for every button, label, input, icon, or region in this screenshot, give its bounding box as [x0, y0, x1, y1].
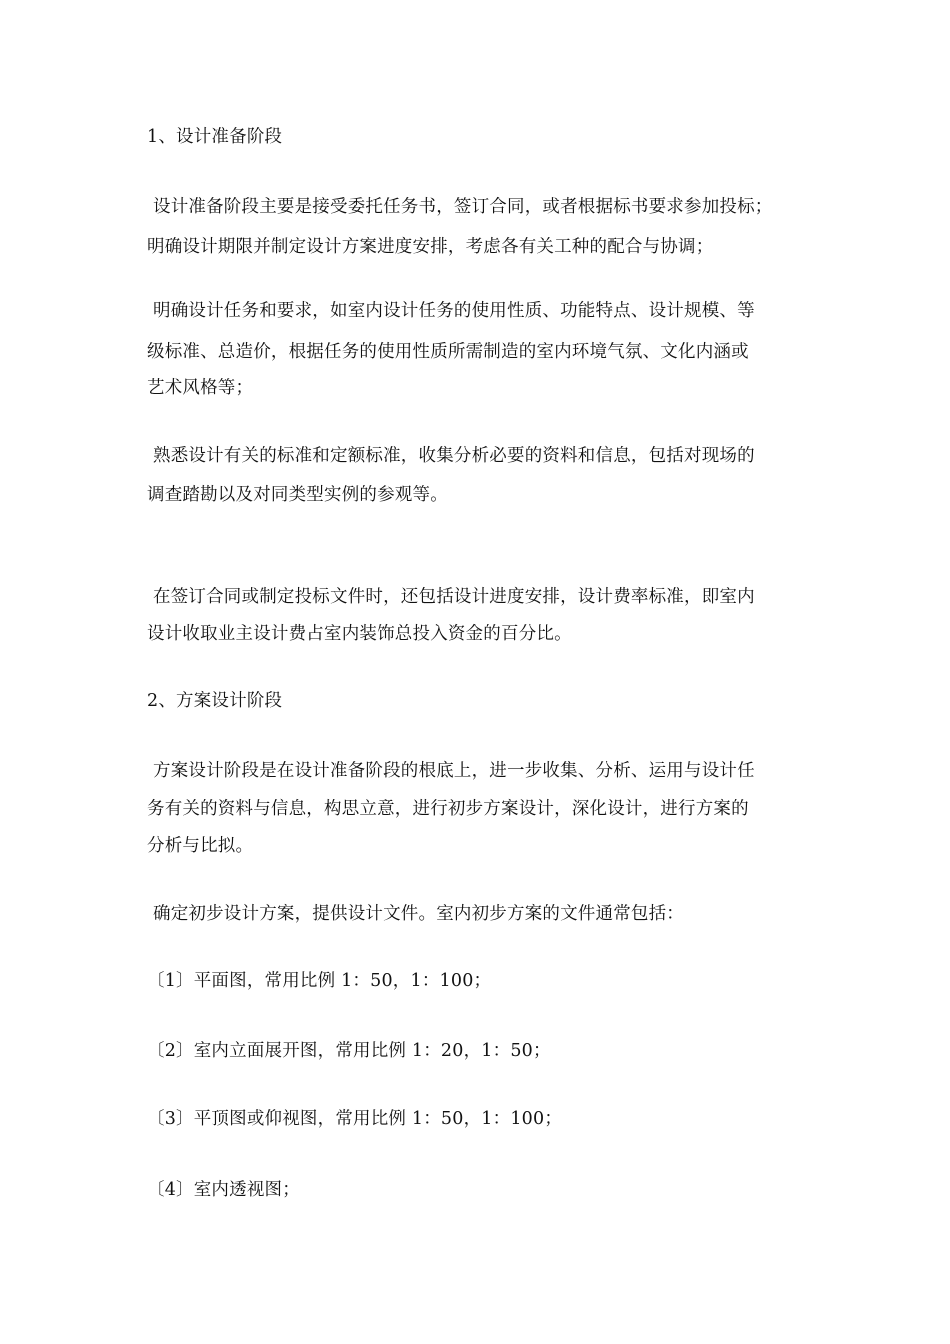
list-item: 〔3〕平顶图或仰视图，常用比例 1：50，1：100； [147, 1109, 563, 1129]
list-item: 〔4〕室内透视图； [147, 1180, 300, 1200]
paragraph-line: 确定初步设计方案，提供设计文件。室内初步方案的文件通常包括： [153, 904, 684, 924]
paragraph-line: 级标准、总造价，根据任务的使用性质所需制造的室内环境气氛、文化内涵或 [147, 342, 749, 362]
paragraph-line: 艺术风格等； [147, 378, 254, 398]
section-heading-scheme-design: 2、方案设计阶段 [147, 691, 283, 711]
paragraph-line: 设计准备阶段主要是接受委托任务书，签订合同，或者根据标书要求参加投标； [153, 197, 773, 217]
paragraph-line: 设计收取业主设计费占室内装饰总投入资金的百分比。 [147, 624, 572, 644]
paragraph-line: 明确设计任务和要求，如室内设计任务的使用性质、功能特点、设计规模、等 [153, 301, 755, 321]
list-item: 〔1〕平面图，常用比例 1：50，1：100； [147, 971, 492, 991]
list-item: 〔2〕室内立面展开图，常用比例 1：20，1：50； [147, 1041, 551, 1061]
paragraph-line: 分析与比拟。 [147, 836, 254, 856]
paragraph-line: 方案设计阶段是在设计准备阶段的根底上，进一步收集、分析、运用与设计任 [153, 761, 755, 781]
paragraph-line: 务有关的资料与信息，构思立意，进行初步方案设计，深化设计，进行方案的 [147, 799, 749, 819]
section-heading-design-preparation: 1、设计准备阶段 [147, 127, 283, 147]
paragraph-line: 熟悉设计有关的标准和定额标准，收集分析必要的资料和信息，包括对现场的 [153, 446, 755, 466]
paragraph-line: 明确设计期限并制定设计方案进度安排，考虑各有关工种的配合与协调； [147, 237, 714, 257]
paragraph-line: 调查踏勘以及对同类型实例的参观等。 [147, 485, 448, 505]
paragraph-line: 在签订合同或制定投标文件时，还包括设计进度安排，设计费率标准，即室内 [153, 587, 755, 607]
